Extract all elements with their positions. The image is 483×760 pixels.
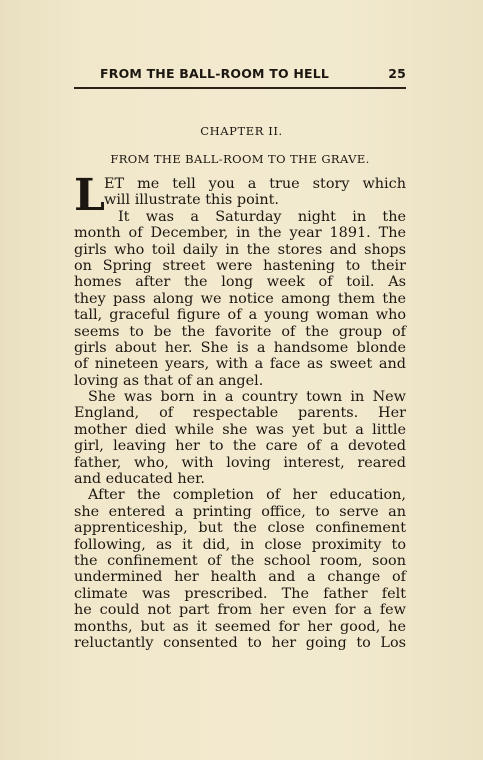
drop-cap: L (74, 170, 105, 221)
chapter-body (74, 170, 406, 651)
text-line: month of December, in the year 1891. The (74, 225, 406, 242)
text-line: undermined her health and a change of (74, 569, 406, 586)
text-line: It was a Saturday night in the (118, 208, 406, 225)
text-line: mother died while she was yet but a little (74, 421, 406, 438)
text-line: tall, graceful figure of a young woman who (74, 307, 406, 324)
text-line: loving as that of an angel. (74, 372, 264, 389)
text-line: homes after the long week of toil. As (74, 274, 406, 291)
running-title: FROM THE BALL-ROOM TO HELL (100, 66, 330, 81)
text-line: seems to be the favorite of the group of (74, 323, 406, 340)
text-line: she entered a printing office, to serve an (74, 503, 406, 520)
text-line: After the completion of her education, (88, 487, 406, 504)
text-line: father, who, with loving interest, reared (74, 454, 406, 471)
text-line: on Spring street were hastening to their (74, 257, 406, 274)
header-rule (74, 87, 406, 89)
chapter-subtitle: FROM THE BALL-ROOM TO THE GRAVE. (110, 152, 370, 166)
text-line: months, but as it seemed for her good, he (74, 618, 406, 635)
text-line: and educated her. (74, 471, 206, 488)
text-line: will illustrate this point. (104, 192, 279, 209)
text-line: England, of respectable parents. Her (74, 405, 406, 422)
text-line: he could not part from her even for a few (74, 602, 406, 619)
text-line: ET me tell you a true story which (104, 176, 406, 192)
text-line: girls about her. She is a handsome blonde (74, 339, 406, 356)
text-line: they pass along we notice among them the (74, 290, 406, 307)
text-line: following, as it did, in close proximity to (74, 536, 406, 553)
text-line: of nineteen years, with a face as sweet and (74, 356, 406, 373)
text-line: the confinement of the school room, soon (74, 552, 406, 569)
chapter-heading: CHAPTER II. (200, 124, 283, 138)
text-line: She was born in a country town in New (88, 389, 406, 406)
text-line: reluctantly consented to her going to Los (74, 634, 406, 651)
text-line: girl, leaving her to the care of a devoted (74, 438, 406, 455)
text-line: girls who toil daily in the stores and shops (74, 241, 406, 258)
page-number: 25 (388, 66, 406, 81)
text-line: apprenticeship, but the close confinement (74, 520, 406, 537)
text-line: climate was prescribed. The father felt (74, 585, 406, 602)
